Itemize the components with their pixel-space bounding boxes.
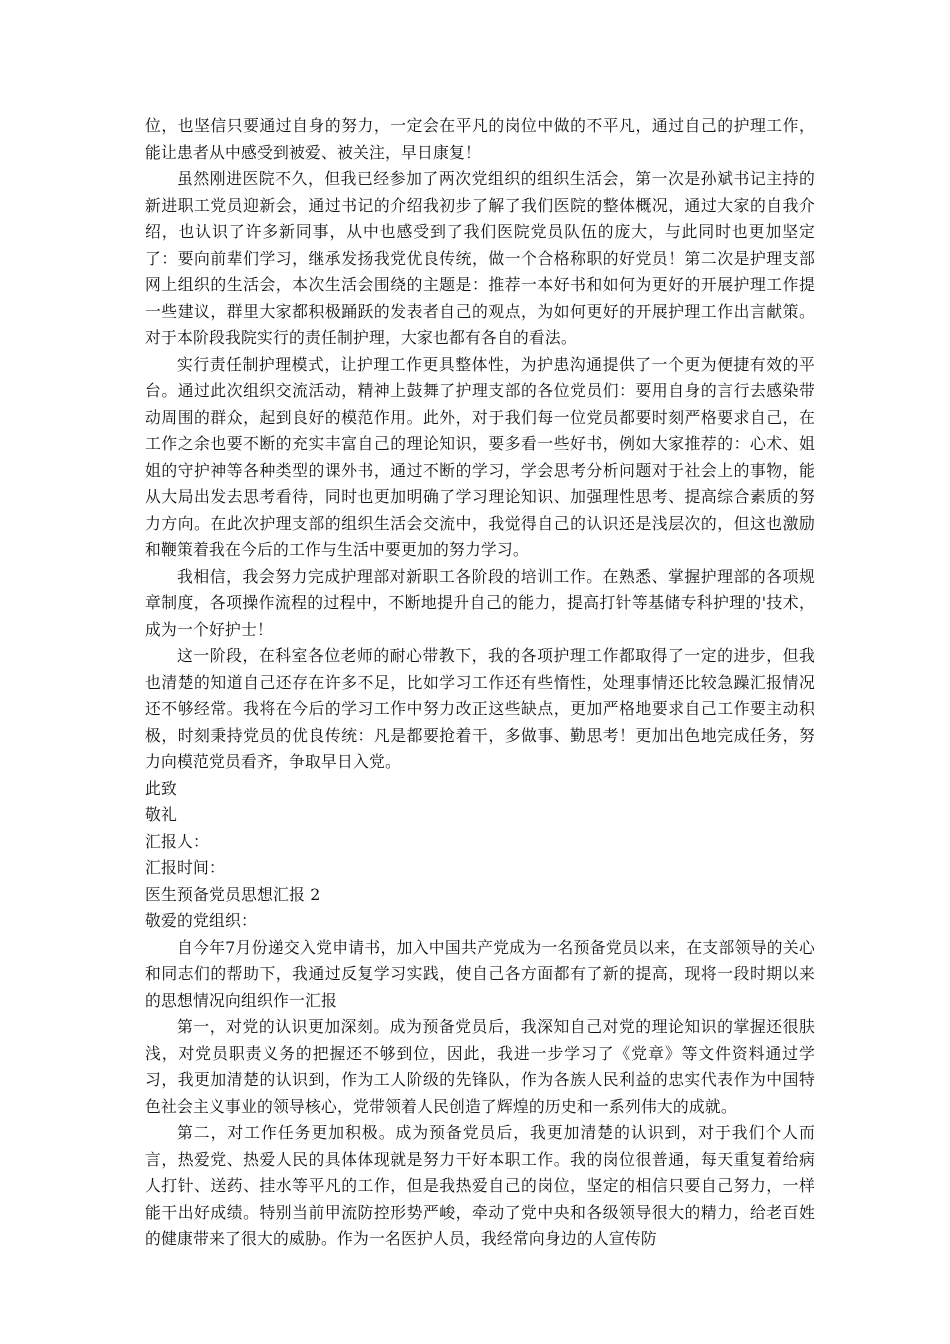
paragraph: 第一，对党的认识更加深刻。成为预备党员后，我深知自己对党的理论知识的掌握还很肤浅，对党员职责义务的把握还不够到位，因此，我进一步学习了《党章》等文件资料通过学习，我更加清楚的认识到，作为工人阶级的先锋队，作为各族人民利益的忠实代表作为中国特色社会主义事业的领导核心，党带领着人民创造了辉煌的历史和一系列伟大的成就。 [145, 1017, 815, 1116]
reporter-line: 汇报人： [145, 831, 209, 851]
paragraph: 第二，对工作任务更加积极。成为预备党员后，我更加清楚的认识到，对于我们个人而言，热爱党、热爱人民的具体体现就是努力干好本职工作。我的岗位很普通，每天重复着给病人打针、送药、挂水等平凡的工作，但是我热爱自己的岗位，坚定的相信只要自己努力，一样能干出好成绩。特别当前甲流防控形势严峻，牵动了党中央和各级领导很大的精力，给老百姓的健康带来了很大的威胁。作为一名医护人员，我经常向身边的人宣传防 [145, 1123, 815, 1248]
salutation-line: 敬礼 [145, 805, 177, 824]
greeting-line: 敬爱的党组织： [145, 911, 257, 930]
report-date-line: 汇报时间： [145, 858, 225, 877]
paragraph: 实行责任制护理模式，让护理工作更具整体性，为护患沟通提供了一个更为便捷有效的平台。通过此次组织交流活动，精神上鼓舞了护理支部的各位党员们：要用自身的言行去感染带动周围的群众，起到良好的模范作用。此外，对于我们每一位党员都要时刻严格要求自己，在工作之余也要不断的充实丰富自己的理论知识，要多看一些好书，例如大家推荐的：心术、姐姐的守护神等各种类型的课外书，通过不断的学习，学会思考分析问题对于社会上的事物，能从大局出发去思考看待，同时也更加明确了学习理论知识、加强理性思考、提高综合素质的努力方向。在此次护理支部的组织生活会交流中，我觉得自己的认识还是浅层次的，但这也激励和鞭策着我在今后的工作与生活中要更加的努力学习。 [145, 354, 815, 559]
section-title: 医生预备党员思想汇报 2 [145, 884, 321, 904]
document-body [145, 113, 815, 1253]
closing-line: 此致 [145, 778, 177, 798]
paragraph: 虽然刚进医院不久，但我已经参加了两次党组织的组织生活会，第一次是孙斌书记主持的新进职工党员迎新会，通过书记的介绍我初步了解了我们医院的整体概况，通过大家的自我介绍，也认识了许多新同事，从中也感受到了我们医院党员队伍的庞大，与此同时也更加坚定了：要向前辈们学习，继承发扬我党优良传统，做一个合格称职的好党员！第二次是护理支部网上组织的生活会，本次生活会围绕的主题是：推荐一本好书和如何为更好的开展护理工作提一些建议，群里大家都积极踊跃的发表者自己的观点，为如何更好的开展护理工作出言献策。对于本阶段我院实行的责任制护理，大家也都有各自的看法。 [145, 169, 815, 347]
paragraph: 位，也坚信只要通过自身的努力，一定会在平凡的岗位中做的不平凡，通过自己的护理工作，能让患者从中感受到被爱、被关注，早日康复！ [145, 116, 815, 162]
paragraph: 自今年7月份递交入党申请书，加入中国共产党成为一名预备党员以来，在支部领导的关心和同志们的帮助下，我通过反复学习实践，使自己各方面都有了新的提高，现将一段时期以来的思想情况向组织作一汇报 [145, 937, 815, 1010]
paragraph: 这一阶段，在科室各位老师的耐心带教下，我的各项护理工作都取得了一定的进步，但我也清楚的知道自己还存在许多不足，比如学习工作还有些惰性，处理事情还比较急躁汇报情况还不够经常。我将在今后的学习工作中努力改正这些缺点，更加严格地要求自己工作要主动积极，时刻秉持党员的优良传统：凡是都要抢着干，多做事、勤思考！更加出色地完成任务，努力向模范党员看齐，争取早日入党。 [145, 646, 815, 771]
paragraph: 我相信，我会努力完成护理部对新职工各阶段的培训工作。在熟悉、掌握护理部的各项规章制度，各项操作流程的过程中，不断地提升自己的能力，提高打针等基储专科护理的'技术，成为一个好护士！ [145, 566, 815, 639]
